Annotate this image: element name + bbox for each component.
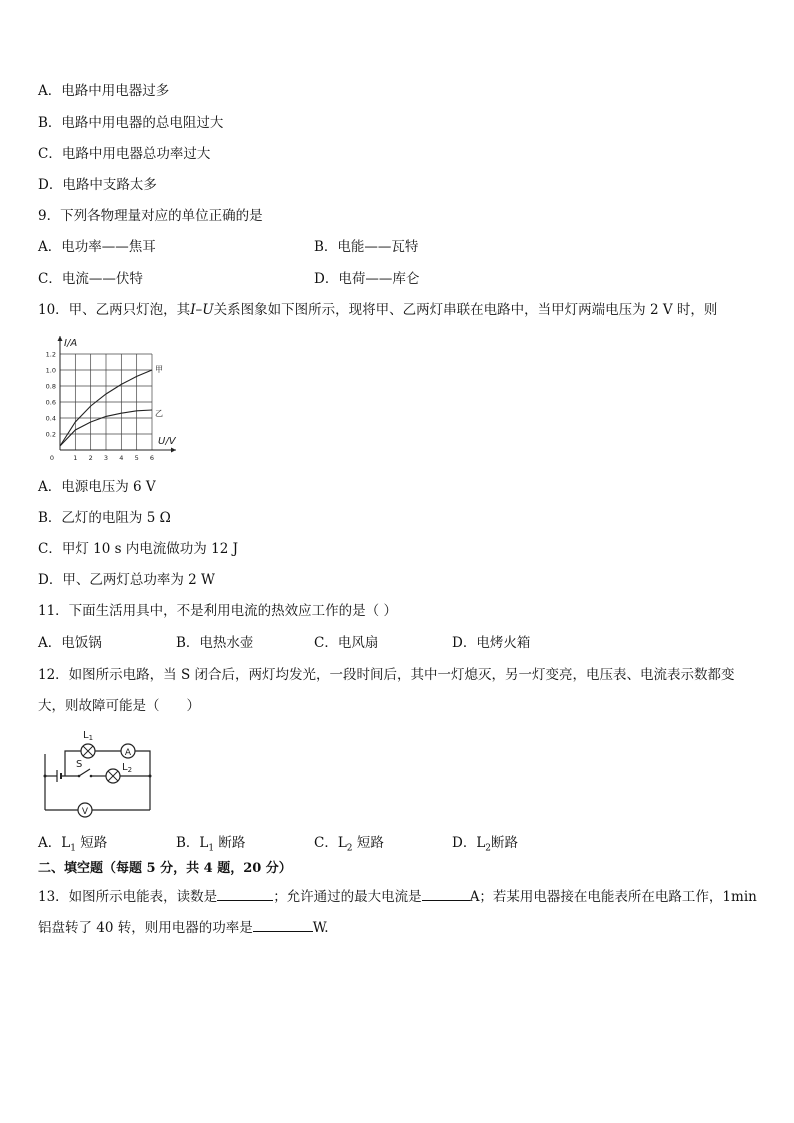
x-tick-label: 0 [49, 454, 55, 462]
q13-part1: 13．如图所示电能表，读数是 [38, 889, 218, 905]
q12-stem-line1: 12．如图所示电路，当 S 闭合后，两灯均发光，一段时间后，其中一灯熄灭，另一灯变亮，电压表、电流表示数都变 [38, 667, 735, 683]
q10-option-d: D．甲、乙两灯总功率为 2 W [38, 572, 215, 588]
q8-option-d: D．电路中支路太多 [38, 177, 157, 193]
switch-label: S [76, 759, 83, 770]
y-axis-arrow [58, 336, 63, 341]
q10-stem-pre: 10．甲、乙两只灯泡，其 [38, 302, 191, 318]
y-axis-label: I/A [64, 338, 78, 349]
q11-option-d: D．电烤火箱 [452, 635, 531, 651]
q9-option-d: D．电荷——库仑 [314, 271, 420, 287]
q13-part2: ；允许通过的最大电流是 [273, 889, 422, 905]
l2-label: $L_2$ [122, 762, 133, 774]
q9-option-c: C．电流——伏特 [38, 271, 143, 287]
q13-line2-part2: W. [312, 920, 329, 936]
q9-option-b: B．电能——瓦特 [314, 239, 419, 255]
x-tick-label: 3 [103, 454, 109, 462]
section2-title: 二、填空题（每题 5 分，共 4 题，20 分） [38, 861, 292, 876]
x-tick-label: 5 [134, 454, 139, 462]
y-tick-label: 1.2 [45, 350, 56, 359]
q13-line2-part1: 铝盘转了 40 转，则用电器的功率是 [38, 920, 253, 936]
q10-stem [38, 301, 717, 319]
y-tick-label: 0.6 [45, 398, 56, 407]
q11-option-a: A．电饭锅 [38, 635, 102, 651]
switch-icon [79, 769, 90, 776]
q12-option-c: C．$L_2$ 短路 [314, 835, 384, 854]
chart-labels [46, 338, 177, 462]
q10-option-b: B．乙灯的电阻为 5 Ω [38, 510, 171, 526]
q12-option-a: A．$L_1$ 短路 [38, 835, 108, 854]
q11-option-c: C．电风扇 [314, 635, 379, 651]
q9-stem: 9．下列各物理量对应的单位正确的是 [38, 208, 263, 224]
q13-blank-current[interactable] [422, 886, 470, 901]
x-tick-label: 6 [149, 454, 155, 462]
x-axis-arrow [171, 448, 176, 453]
ammeter-label: A [124, 748, 132, 758]
chart-grid [60, 354, 152, 450]
q11-stem: 11．下面生活用具中，不是利用电流的热效应工作的是（ ） [38, 603, 397, 619]
y-tick-label: 0.4 [45, 414, 56, 423]
q12-option-d: D．$L_2$断路 [452, 835, 519, 854]
l1-label: $L_1$ [83, 730, 94, 742]
q10-stem-iu: I–U [190, 302, 214, 318]
iu-chart [38, 332, 188, 462]
q10-option-c: C．甲灯 10 s 内电流做功为 12 J [38, 541, 238, 557]
q13-blank-reading[interactable] [217, 886, 273, 901]
q12-stem-line2: 大，则故障可能是（ ） [38, 698, 200, 714]
x-axis-label: U/V [158, 436, 176, 447]
y-tick-label: 0.8 [45, 382, 56, 391]
q11-option-b: B．电热水壶 [176, 635, 254, 651]
q12-option-b: B．$L_1$ 断路 [176, 835, 246, 854]
q10-stem-post: 关系图象如下图所示，现将甲、乙两灯串联在电路中，当甲灯两端电压为 2 V 时，则 [213, 302, 718, 318]
q9-option-a: A．电功率——焦耳 [38, 239, 156, 255]
q13-part3: A；若某用电器接在电能表所在电路工作，1min [469, 889, 757, 905]
x-tick-label: 4 [119, 454, 124, 462]
q10-option-a: A．电源电压为 6 V [38, 479, 156, 495]
q8-option-a: A．电路中用电器过多 [38, 83, 170, 99]
x-tick-label: 1 [73, 454, 78, 462]
q13-line2 [38, 917, 329, 937]
circuit-diagram [40, 724, 160, 824]
y-tick-label: 1.0 [45, 366, 56, 375]
q13-line1 [38, 886, 757, 906]
series-label-1: 乙 [155, 409, 163, 418]
voltmeter-label: V [81, 807, 89, 817]
y-tick-label: 0.2 [45, 430, 56, 439]
series-label-0: 甲 [155, 365, 163, 374]
q8-option-c: C．电路中用电器总功率过大 [38, 146, 211, 162]
q8-option-b: B．电路中用电器的总电阻过大 [38, 115, 224, 131]
x-tick-label: 2 [88, 454, 93, 462]
q13-blank-power[interactable] [253, 917, 313, 932]
